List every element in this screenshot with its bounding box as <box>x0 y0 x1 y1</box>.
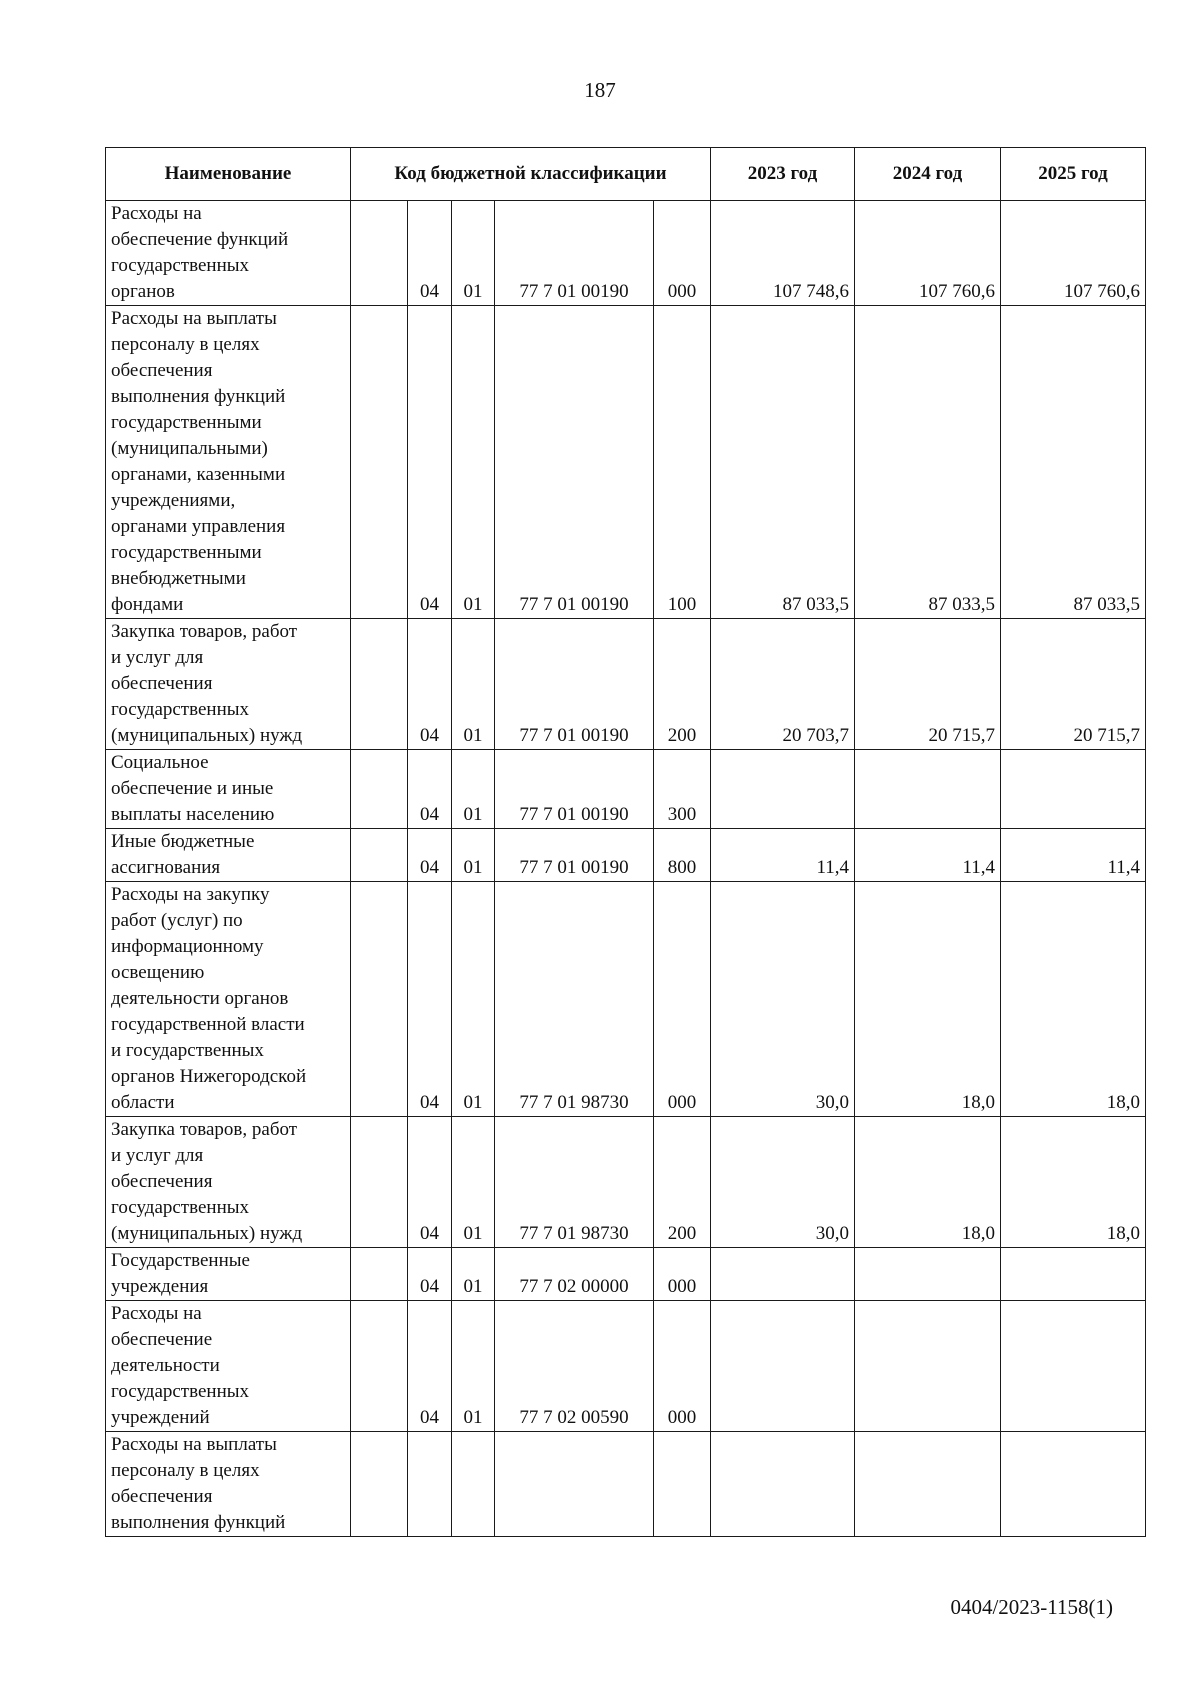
code-subsection: 01 <box>452 882 495 1117</box>
row-name-line: Государственные <box>111 1250 250 1271</box>
value-2024 <box>855 1301 1001 1432</box>
code-target-article: 77 7 02 00590 <box>495 1301 654 1432</box>
value-2025: 18,0 <box>1001 1117 1146 1248</box>
value-2023 <box>711 1432 855 1537</box>
code-subsection: 01 <box>452 1117 495 1248</box>
row-name-line: работ (услуг) по <box>111 910 243 931</box>
code-subsection: 01 <box>452 750 495 829</box>
row-name <box>106 201 351 306</box>
code-section: 04 <box>408 1248 452 1301</box>
row-name-line: учреждениями, <box>111 490 236 511</box>
row-name-line: и услуг для <box>111 1145 204 1166</box>
value-2025: 87 033,5 <box>1001 306 1146 619</box>
table-body <box>106 201 1146 1537</box>
row-name <box>106 1301 351 1432</box>
code-target-article: 77 7 01 98730 <box>495 882 654 1117</box>
page-number: 187 <box>584 78 616 102</box>
row-name-line: государственных <box>111 699 250 720</box>
row-name-line: ассигнования <box>111 857 221 878</box>
code-target-article: 77 7 01 00190 <box>495 619 654 750</box>
value-2024: 87 033,5 <box>855 306 1001 619</box>
code-expense-type: 800 <box>654 829 711 882</box>
row-name-line: органами, казенными <box>111 464 286 485</box>
code-expense-type: 000 <box>654 1301 711 1432</box>
code-expense-type: 000 <box>654 201 711 306</box>
row-name <box>106 1248 351 1301</box>
row-name-line: органами управления <box>111 516 286 537</box>
code-section: 04 <box>408 882 452 1117</box>
row-name-line: (муниципальных) нужд <box>111 725 303 746</box>
code-expense-type: 100 <box>654 306 711 619</box>
code-expense-type: 200 <box>654 619 711 750</box>
row-name-line: Расходы на <box>111 203 202 224</box>
row-name-line: государственных <box>111 1197 250 1218</box>
header-2024: 2024 год <box>855 148 1001 201</box>
row-name-line: государственной власти <box>111 1014 305 1035</box>
header-2025: 2025 год <box>1001 148 1146 201</box>
code-subsection: 01 <box>452 1248 495 1301</box>
code-target-article: 77 7 01 00190 <box>495 306 654 619</box>
value-2023 <box>711 750 855 829</box>
row-name-line: обеспечение <box>111 1329 213 1350</box>
table-row <box>106 1117 1146 1248</box>
row-name-line: государственными <box>111 412 262 433</box>
value-2023 <box>711 1248 855 1301</box>
table-row <box>106 1301 1146 1432</box>
code-section: 04 <box>408 750 452 829</box>
row-name <box>106 619 351 750</box>
table-row <box>106 1432 1146 1537</box>
row-name <box>106 1117 351 1248</box>
row-name-line: обеспечения <box>111 1486 213 1507</box>
header-name: Наименование <box>106 148 351 201</box>
row-name-line: (муниципальными) <box>111 438 268 459</box>
row-name-line: освещению <box>111 962 205 983</box>
row-name <box>106 829 351 882</box>
row-name-line: учреждений <box>111 1407 210 1428</box>
code-col-1 <box>351 829 408 882</box>
row-name <box>106 882 351 1117</box>
code-target-article: 77 7 01 00190 <box>495 750 654 829</box>
row-name-line: Закупка товаров, работ <box>111 621 298 642</box>
table-row <box>106 306 1146 619</box>
code-subsection: 01 <box>452 201 495 306</box>
table-row <box>106 882 1146 1117</box>
row-name-line: персоналу в целях <box>111 334 260 355</box>
row-name-line: выплаты населению <box>111 804 275 825</box>
value-2024: 107 760,6 <box>855 201 1001 306</box>
code-section: 04 <box>408 829 452 882</box>
row-name-line: деятельности органов <box>111 988 289 1009</box>
value-2025 <box>1001 1432 1146 1537</box>
row-name-line: Расходы на выплаты <box>111 308 277 329</box>
budget-table <box>105 147 1146 1537</box>
row-name-line: выполнения функций <box>111 386 286 407</box>
code-target-article <box>495 1432 654 1537</box>
row-name-line: обеспечение функций <box>111 229 289 250</box>
document-code: 0404/2023-1158(1) <box>950 1595 1113 1619</box>
table-row <box>106 750 1146 829</box>
code-section: 04 <box>408 1301 452 1432</box>
code-target-article: 77 7 01 00190 <box>495 201 654 306</box>
value-2023: 107 748,6 <box>711 201 855 306</box>
value-2025: 11,4 <box>1001 829 1146 882</box>
code-section: 04 <box>408 306 452 619</box>
value-2023: 30,0 <box>711 882 855 1117</box>
row-name-line: персоналу в целях <box>111 1460 260 1481</box>
code-col-1 <box>351 201 408 306</box>
value-2025 <box>1001 750 1146 829</box>
value-2024: 18,0 <box>855 1117 1001 1248</box>
code-subsection: 01 <box>452 306 495 619</box>
code-col-1 <box>351 1432 408 1537</box>
row-name-line: государственными <box>111 542 262 563</box>
row-name-line: органов <box>111 281 175 302</box>
code-expense-type <box>654 1432 711 1537</box>
row-name-line: внебюджетными <box>111 568 246 589</box>
value-2023: 87 033,5 <box>711 306 855 619</box>
code-col-1 <box>351 882 408 1117</box>
value-2023: 30,0 <box>711 1117 855 1248</box>
value-2025 <box>1001 1248 1146 1301</box>
code-expense-type: 000 <box>654 1248 711 1301</box>
table-header-row <box>106 148 1146 201</box>
row-name-line: области <box>111 1092 175 1113</box>
code-section: 04 <box>408 619 452 750</box>
value-2025 <box>1001 1301 1146 1432</box>
code-subsection: 01 <box>452 619 495 750</box>
value-2024 <box>855 750 1001 829</box>
table-row <box>106 619 1146 750</box>
code-target-article: 77 7 01 98730 <box>495 1117 654 1248</box>
row-name <box>106 1432 351 1537</box>
value-2025: 18,0 <box>1001 882 1146 1117</box>
code-subsection: 01 <box>452 1301 495 1432</box>
row-name-line: информационному <box>111 936 264 957</box>
row-name-line: (муниципальных) нужд <box>111 1223 303 1244</box>
value-2024: 20 715,7 <box>855 619 1001 750</box>
code-subsection: 01 <box>452 829 495 882</box>
code-col-1 <box>351 619 408 750</box>
value-2023 <box>711 1301 855 1432</box>
row-name <box>106 306 351 619</box>
value-2023: 20 703,7 <box>711 619 855 750</box>
value-2023: 11,4 <box>711 829 855 882</box>
code-col-1 <box>351 1248 408 1301</box>
row-name-line: Закупка товаров, работ <box>111 1119 298 1140</box>
row-name-line: и государственных <box>111 1040 264 1061</box>
row-name-line: обеспечения <box>111 1171 213 1192</box>
row-name-line: органов Нижегородской <box>111 1066 307 1087</box>
code-col-1 <box>351 1301 408 1432</box>
code-expense-type: 200 <box>654 1117 711 1248</box>
row-name-line: Расходы на <box>111 1303 202 1324</box>
table-row <box>106 1248 1146 1301</box>
table-row <box>106 201 1146 306</box>
row-name-line: обеспечения <box>111 673 213 694</box>
row-name-line: выполнения функций <box>111 1512 286 1533</box>
header-code: Код бюджетной классификации <box>351 148 711 201</box>
code-expense-type: 300 <box>654 750 711 829</box>
row-name-line: Расходы на закупку <box>111 884 270 905</box>
code-target-article: 77 7 01 00190 <box>495 829 654 882</box>
row-name-line: государственных <box>111 255 250 276</box>
code-subsection <box>452 1432 495 1537</box>
code-col-1 <box>351 1117 408 1248</box>
row-name-line: учреждения <box>111 1276 209 1297</box>
header-2023: 2023 год <box>711 148 855 201</box>
code-section: 04 <box>408 1117 452 1248</box>
value-2025: 107 760,6 <box>1001 201 1146 306</box>
row-name <box>106 750 351 829</box>
value-2024 <box>855 1432 1001 1537</box>
value-2024: 18,0 <box>855 882 1001 1117</box>
row-name-line: Социальное <box>111 752 209 773</box>
code-col-1 <box>351 750 408 829</box>
row-name-line: фондами <box>111 594 184 615</box>
value-2025: 20 715,7 <box>1001 619 1146 750</box>
row-name-line: Иные бюджетные <box>111 831 255 852</box>
code-col-1 <box>351 306 408 619</box>
value-2024 <box>855 1248 1001 1301</box>
value-2024: 11,4 <box>855 829 1001 882</box>
code-section: 04 <box>408 201 452 306</box>
code-target-article: 77 7 02 00000 <box>495 1248 654 1301</box>
row-name-line: обеспечение и иные <box>111 778 274 799</box>
row-name-line: обеспечения <box>111 360 213 381</box>
row-name-line: деятельности <box>111 1355 220 1376</box>
row-name-line: Расходы на выплаты <box>111 1434 277 1455</box>
table-row <box>106 829 1146 882</box>
code-section <box>408 1432 452 1537</box>
code-expense-type: 000 <box>654 882 711 1117</box>
row-name-line: и услуг для <box>111 647 204 668</box>
row-name-line: государственных <box>111 1381 250 1402</box>
